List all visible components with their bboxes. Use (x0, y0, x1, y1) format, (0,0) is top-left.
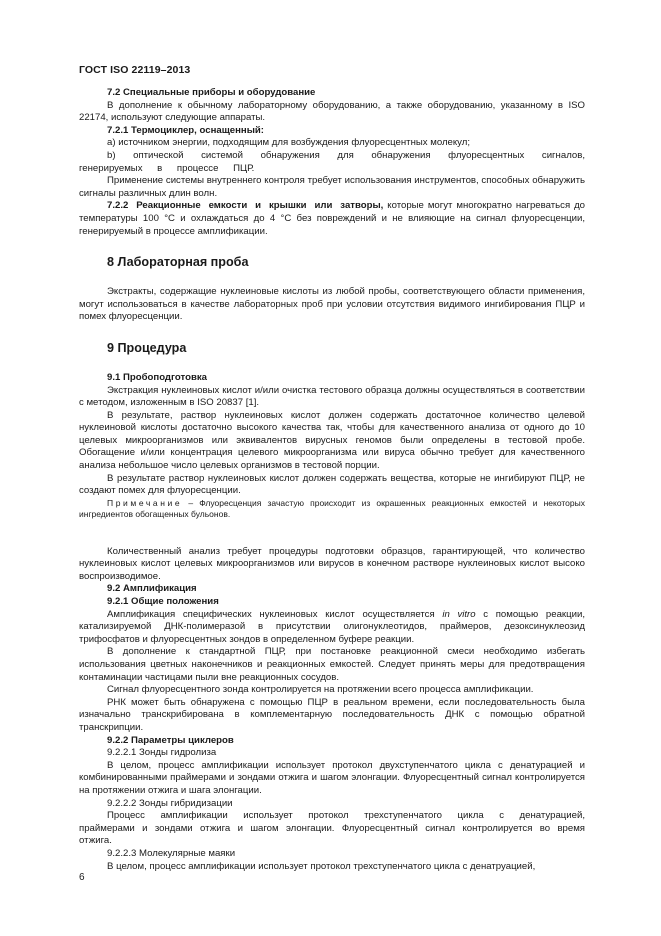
paragraph-text: Амплификация специфических нуклеиновых кислот осуществляется (107, 608, 443, 620)
note (79, 498, 585, 521)
section-9-2-1-heading: 9.2.1 Общие положения (107, 596, 219, 608)
section-7-2-2-text: которые могут многократно нагреваться до температуры 100 °С и охлаждаться до 4 °С без повреждений и не влияющие на сигнал флуоресценции, генерируемый в процессе амплификации. (79, 200, 586, 237)
paragraph: В целом, процесс амплификации использует протокол трехступенчатого цикла с денатруацией, (107, 860, 536, 872)
paragraph (79, 609, 585, 647)
page-number: 6 (79, 872, 85, 883)
paragraph: Сигнал флуоресцентного зонда контролируется на протяжении всего процесса амплификации. (107, 684, 534, 696)
paragraph: Экстракция нуклеиновых кислот и/или очистка тестового образца должны осуществляться в соответствии с методом, изложенным в ISO 20837 [1]. (79, 384, 585, 409)
document-body (79, 87, 585, 873)
paragraph: В результате, раствор нуклеиновых кислот должен содержать достаточное количество целевой нуклеиновой кислоты достаточно высокого качества так, чтобы для качественного анализа от одного до 10 целевых микроорганизмов или эквивалентов вирусных геномов были определены в тестовой пробе. Обогащение и/или концентрация целевого микроорганизма или вируса обычно требует для качественного анализа небольшое число целевых организмов в тестовой порции. (79, 409, 585, 472)
paragraph: В целом, процесс амплификации использует протокол двухступенчатого цикла с денатурацией и комбинированными праймерами и зондами отжига и шагом элонгации. Флуоресцентный сигнал контролируется на протяжении отжига и шага элонгации. (79, 759, 585, 796)
list-item-b: b) оптической системой обнаружения для обнаружения флуоресцентных сигналов, генерируемых в процессе ПЦР. (79, 149, 585, 174)
section-7-2-2-heading: 7.2.2 Реакционные емкости и крышки или затворы, (107, 200, 384, 212)
paragraph: Процесс амплификации использует протокол трехступенчатого цикла с денатурацией, праймерами и зондами отжига и шагом элонгации. Флуоресцентный сигнал контролируется во время отжига. (79, 810, 585, 847)
section-9-heading: 9 Процедура (107, 340, 187, 355)
paragraph: Экстракты, содержащие нуклеиновые кислоты из любой пробы, соответствующего области применения, могут использоваться в качестве лабораторных проб при условии отсутствия видимого ингибирования ПЦР и помех флуоресценции. (79, 286, 585, 323)
section-7-2-1-heading: 7.2.1 Термоциклер, оснащенный: (107, 124, 264, 136)
document-header: ГОСТ ISO 22119–2013 (79, 64, 191, 76)
paragraph: Количественный анализ требует процедуры подготовки образцов, гарантирующей, что количество нуклеиновых кислот целевых микроорганизмов или вирусов в конечном растворе нуклеиновых кислот высоко воспроизводимое. (79, 545, 585, 582)
section-8-heading: 8 Лабораторная проба (107, 255, 249, 270)
section-9-2-2-2-heading: 9.2.2.2 Зонды гибридизации (107, 797, 233, 809)
paragraph: РНК может быть обнаружена с помощью ПЦР в реальном времени, если последовательность была изначально транскрибирована в комплементарную последовательность ДНК с помощью обратной транскрипции. (79, 696, 585, 733)
section-9-2-2-1-heading: 9.2.2.1 Зонды гидролиза (107, 747, 217, 759)
paragraph: В дополнение к обычному лабораторному оборудованию, а также оборудованию, указанному в ISO 22174, используют следующие аппараты. (79, 99, 585, 124)
section-9-2-2-heading: 9.2.2 Параметры циклеров (107, 734, 234, 746)
paragraph: Применение системы внутреннего контроля требует использования инструментов, способных обнаружить сигналы различных длин волн. (79, 175, 585, 199)
list-item-a: a) источником энергии, подходящим для возбуждения флуоресцентных молекул; (107, 137, 471, 149)
paragraph: В результате раствор нуклеиновых кислот должен содержать вещества, которые не ингибируют ПЦР, не создают помех для флуоресценции. (79, 472, 585, 497)
note-text: – Флуоресценция зачастую происходит из окрашенных реакционных емкостей и некоторых ингредиентов обогащенных бульонов. (79, 497, 585, 520)
note-label: Примечание (107, 497, 183, 508)
section-9-2-heading: 9.2 Амплификация (107, 583, 197, 595)
section-9-1-heading: 9.1 Пробоподготовка (107, 371, 207, 383)
paragraph: В дополнение к стандартной ПЦР, при постановке реакционной смеси необходимо избегать использования цветных наконечников и реакционных емкостей. Следует принять меры для предотвращения контаминации частицами пыли вне реакционных сосудов. (79, 646, 585, 683)
section-9-2-2-3-heading: 9.2.2.3 Молекулярные маяки (107, 847, 236, 859)
in-vitro-term: in vitro (442, 608, 476, 620)
paragraph-text: с помощью реакции, катализируемой ДНК-полимеразой в присутствии олигонуклеотидов, праймеров, дезоксинуклеозид трифосфатов и флуоресцентных зондов в определенном буфере реакции. (79, 608, 585, 645)
section-7-2-2-paragraph (79, 200, 585, 238)
section-7-2-heading: 7.2 Специальные приборы и оборудование (107, 87, 316, 98)
